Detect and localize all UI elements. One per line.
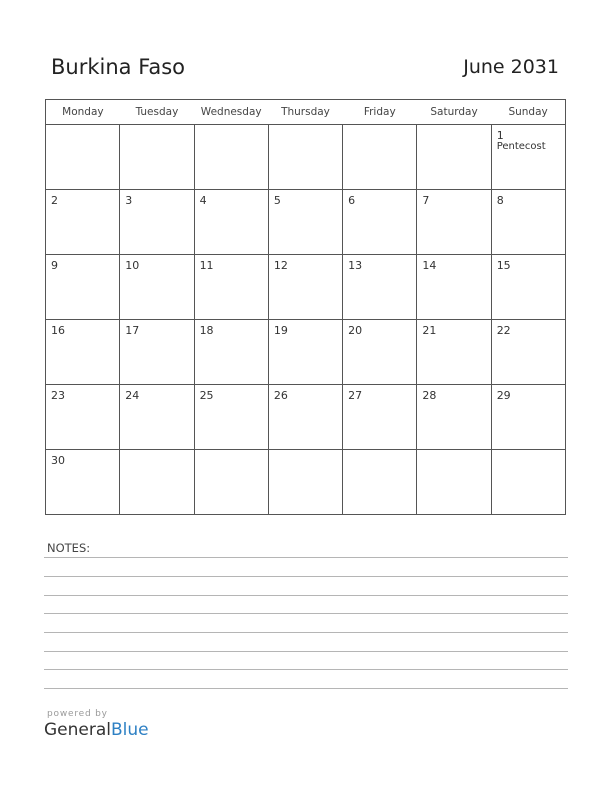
note-line bbox=[44, 576, 568, 577]
powered-by-text: powered by bbox=[47, 709, 108, 719]
day-number: 10 bbox=[125, 259, 140, 272]
day-number: 24 bbox=[125, 389, 140, 402]
note-line bbox=[44, 595, 568, 596]
notes-label: NOTES: bbox=[47, 541, 91, 555]
day-cell bbox=[343, 320, 417, 385]
day-cell bbox=[268, 385, 342, 450]
week-row bbox=[46, 125, 566, 190]
day-cell bbox=[343, 255, 417, 320]
day-cell bbox=[194, 320, 268, 385]
day-cell bbox=[194, 385, 268, 450]
day-number: 5 bbox=[273, 194, 281, 207]
day-cell bbox=[46, 320, 120, 385]
holiday-label: Pentecost bbox=[496, 141, 546, 152]
day-cell bbox=[491, 255, 565, 320]
day-cell bbox=[46, 190, 120, 255]
day-cell bbox=[417, 255, 491, 320]
day-cell bbox=[417, 190, 491, 255]
day-cell bbox=[343, 190, 417, 255]
weekday-header: Friday bbox=[343, 100, 417, 125]
day-number: 3 bbox=[125, 194, 133, 207]
day-cell bbox=[120, 450, 194, 515]
day-number: 14 bbox=[422, 259, 437, 272]
day-number: 25 bbox=[199, 389, 214, 402]
day-number: 26 bbox=[273, 389, 288, 402]
day-number: 18 bbox=[199, 324, 214, 337]
day-cell bbox=[417, 450, 491, 515]
week-row bbox=[46, 255, 566, 320]
day-cell bbox=[417, 385, 491, 450]
day-number: 20 bbox=[348, 324, 363, 337]
day-number: 8 bbox=[496, 194, 504, 207]
month-year-title: June 2031 bbox=[463, 56, 559, 78]
weekday-header-row bbox=[46, 100, 566, 125]
day-number: 19 bbox=[273, 324, 288, 337]
day-number: 12 bbox=[273, 259, 288, 272]
weekday-header: Thursday bbox=[268, 100, 342, 125]
weekday-header: Wednesday bbox=[194, 100, 268, 125]
day-cell bbox=[120, 320, 194, 385]
week-row bbox=[46, 385, 566, 450]
note-line bbox=[44, 557, 568, 558]
weekday-header: Tuesday bbox=[120, 100, 194, 125]
day-number: 11 bbox=[199, 259, 214, 272]
day-cell bbox=[417, 125, 491, 190]
note-line bbox=[44, 651, 568, 652]
logo-blue-text: Blue bbox=[111, 720, 149, 740]
day-cell bbox=[491, 190, 565, 255]
day-number: 4 bbox=[199, 194, 207, 207]
weekday-header: Sunday bbox=[491, 100, 565, 125]
day-number: 15 bbox=[496, 259, 511, 272]
week-row bbox=[46, 450, 566, 515]
day-cell bbox=[120, 255, 194, 320]
note-line bbox=[44, 688, 568, 689]
day-number: 28 bbox=[422, 389, 437, 402]
day-cell bbox=[194, 255, 268, 320]
day-number: 30 bbox=[51, 454, 65, 467]
day-cell bbox=[46, 255, 120, 320]
day-number: 13 bbox=[348, 259, 363, 272]
day-cell bbox=[268, 125, 342, 190]
day-cell bbox=[491, 320, 565, 385]
day-cell bbox=[120, 190, 194, 255]
day-cell bbox=[268, 255, 342, 320]
week-row bbox=[46, 320, 566, 385]
day-number: 6 bbox=[348, 194, 356, 207]
country-title: Burkina Faso bbox=[51, 55, 186, 79]
note-line bbox=[44, 613, 568, 614]
day-cell bbox=[194, 125, 268, 190]
logo-general-text: General bbox=[44, 720, 111, 740]
weekday-header: Monday bbox=[46, 100, 120, 125]
day-number: 1 bbox=[496, 129, 504, 142]
day-cell bbox=[120, 125, 194, 190]
note-line bbox=[44, 669, 568, 670]
day-cell bbox=[343, 125, 417, 190]
day-cell bbox=[343, 385, 417, 450]
day-cell bbox=[46, 125, 120, 190]
note-line bbox=[44, 632, 568, 633]
day-number: 16 bbox=[51, 324, 65, 337]
day-number: 17 bbox=[125, 324, 140, 337]
generalblue-logo bbox=[44, 720, 149, 740]
day-number: 23 bbox=[51, 389, 65, 402]
weekday-header: Saturday bbox=[417, 100, 491, 125]
week-row bbox=[46, 190, 566, 255]
calendar-grid bbox=[45, 99, 566, 515]
day-cell bbox=[268, 190, 342, 255]
day-cell bbox=[417, 320, 491, 385]
day-number: 27 bbox=[348, 389, 363, 402]
day-cell bbox=[268, 320, 342, 385]
day-number: 21 bbox=[422, 324, 437, 337]
day-cell bbox=[46, 450, 120, 515]
day-cell bbox=[194, 190, 268, 255]
day-number: 7 bbox=[422, 194, 430, 207]
day-cell bbox=[491, 450, 565, 515]
day-cell bbox=[491, 385, 565, 450]
day-number: 29 bbox=[496, 389, 511, 402]
day-cell bbox=[491, 125, 565, 190]
day-number: 22 bbox=[496, 324, 511, 337]
day-cell bbox=[120, 385, 194, 450]
day-number: 2 bbox=[51, 194, 58, 207]
day-cell bbox=[343, 450, 417, 515]
day-number: 9 bbox=[51, 259, 58, 272]
day-cell bbox=[194, 450, 268, 515]
day-cell bbox=[268, 450, 342, 515]
day-cell bbox=[46, 385, 120, 450]
